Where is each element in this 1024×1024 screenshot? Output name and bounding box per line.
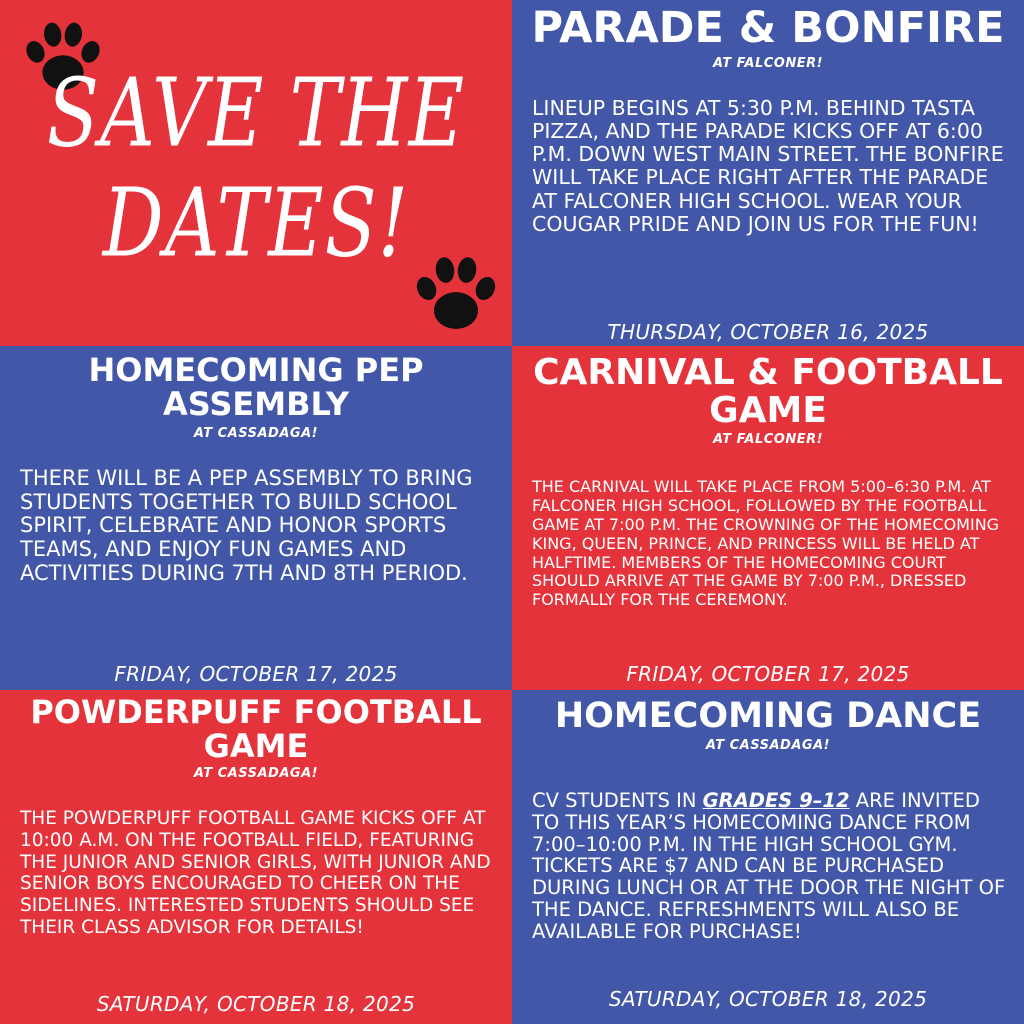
event-description (532, 790, 1006, 943)
event-location: AT FALCONER! (712, 56, 824, 71)
event-location: AT FALCONER! (712, 432, 824, 447)
event-title: PARADE & BONFIRE (531, 3, 1005, 53)
event-location: AT CASSADAGA! (705, 738, 831, 753)
event-title: HOMECOMING DANCE (554, 696, 982, 736)
paw-print-icon (410, 248, 502, 340)
save-the-dates-panel (0, 0, 512, 346)
event-title: CARNIVAL & FOOTBALL GAME (533, 352, 1003, 431)
headline-line-1: SAVE THE (46, 56, 466, 169)
event-date: FRIDAY, OCTOBER 17, 2025 (626, 662, 910, 686)
event-description: THERE WILL BE A PEP ASSEMBLY TO BRING STUDENTS TOGETHER TO BUILD SCHOOL SPIRIT, CELEBRATE AND HONOR SPORTS TEAMS, AND ENJOY FUN GAMES AND ACTIVITIES DURING 7TH AND 8TH PERIOD. (20, 466, 473, 585)
grades-emphasis: GRADES 9–12 (702, 789, 850, 812)
description-text: CV STUDENTS IN (532, 789, 703, 812)
headline-line-2: DATES! (102, 166, 410, 279)
event-location: AT CASSADAGA! (193, 766, 319, 781)
event-card-powderpuff (0, 690, 512, 1024)
event-card-pep-assembly (0, 346, 512, 690)
event-card-parade (512, 0, 1024, 346)
event-date: THURSDAY, OCTOBER 16, 2025 (607, 320, 929, 344)
event-description: THE POWDERPUFF FOOTBALL GAME KICKS OFF AT 10:00 A.M. ON THE FOOTBALL FIELD, FEATURING THE JUNIOR AND SENIOR GIRLS, WITH JUNIOR AND SENIOR BOYS ENCOURAGED TO CHEER ON THE SIDELINES. INTERESTED STUDENTS SHOULD SEE THEIR CLASS ADVISOR FOR DETAILS! (20, 808, 491, 939)
event-description: THE CARNIVAL WILL TAKE PLACE FROM 5:00–6:30 P.M. AT FALCONER HIGH SCHOOL, FOLLOWED BY THE FOOTBALL GAME AT 7:00 P.M. THE CROWNING OF THE HOMECOMING KING, QUEEN, PRINCE, AND PRINCESS WILL BE HELD AT HALFTIME. MEMBERS OF THE HOMECOMING COURT SHOULD ARRIVE AT THE GAME BY 7:00 P.M., DRESSED FORMALLY FOR THE CEREMONY. (532, 477, 1000, 610)
event-card-dance (512, 690, 1024, 1024)
event-title: HOMECOMING PEP ASSEMBLY (88, 351, 424, 423)
event-title: POWDERPUFF FOOTBALL GAME (30, 693, 482, 765)
event-date: SATURDAY, OCTOBER 18, 2025 (608, 987, 928, 1011)
event-date: FRIDAY, OCTOBER 17, 2025 (114, 662, 398, 686)
event-card-carnival (512, 346, 1024, 690)
event-description: LINEUP BEGINS AT 5:30 P.M. BEHIND TASTA PIZZA, AND THE PARADE KICKS OFF AT 6:00 P.M. DOWN WEST MAIN STREET. THE BONFIRE WILL TAKE PLACE RIGHT AFTER THE PARADE AT FALCONER HIGH SCHOOL. WEAR YOUR COUGAR PRIDE AND JOIN US FOR THE FUN! (532, 96, 1004, 236)
event-date: SATURDAY, OCTOBER 18, 2025 (96, 992, 416, 1016)
description-text: ARE INVITED TO THIS YEAR’S HOMECOMING DANCE FROM 7:00–10:00 P.M. IN THE HIGH SCHOOL GYM. TICKETS ARE $7 AND CAN BE PURCHASED DURING LUNCH OR AT THE DOOR THE NIGHT OF THE DANCE. REFRESHMENTS WILL ALSO BE AVAILABLE FOR PURCHASE! (532, 789, 1006, 943)
event-location: AT CASSADAGA! (193, 426, 319, 441)
